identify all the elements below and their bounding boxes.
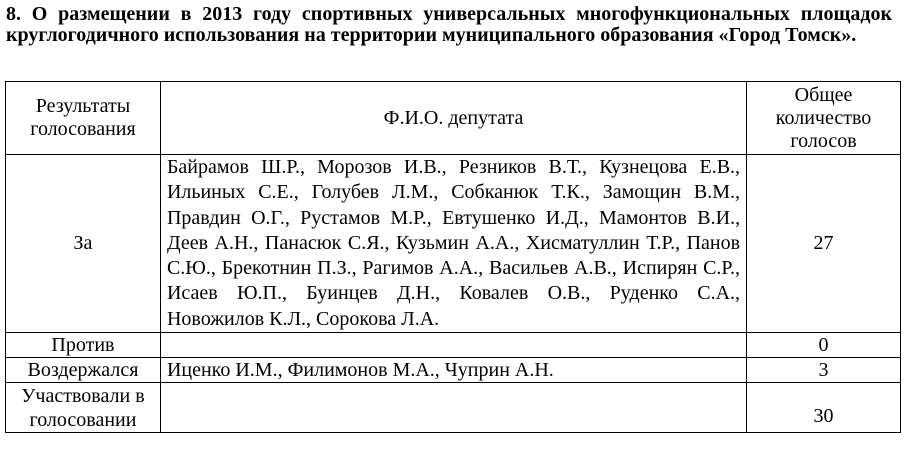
table-row-against — [6, 333, 901, 358]
table-row-abstained — [6, 358, 901, 383]
result-label-participated: Участвовали в голосовании — [6, 383, 161, 433]
total-abstained: 3 — [747, 358, 901, 383]
deputies-against — [160, 333, 746, 358]
header-deputy-name: Ф.И.О. депутата — [160, 82, 746, 155]
section-heading: 8. О размещении в 2013 году спортивных универсальных многофункциональных площадок круглогодичного использования на территории муниципального образования «Город Томск». — [6, 3, 892, 46]
table-row-participated — [6, 383, 901, 433]
voting-results-table — [5, 81, 901, 433]
deputies-abstained: Иценко И.М., Филимонов М.А., Чуприн А.Н. — [160, 358, 746, 383]
table-row-for — [6, 155, 901, 333]
header-voting-results: Результаты голосования — [6, 82, 161, 155]
total-participated: 30 — [747, 383, 901, 433]
result-label-for: За — [6, 155, 161, 333]
total-against: 0 — [747, 333, 901, 358]
result-label-abstained: Воздержался — [6, 358, 161, 383]
header-total-votes: Общее количество голосов — [747, 82, 901, 155]
result-label-against: Против — [6, 333, 161, 358]
total-for: 27 — [747, 155, 901, 333]
deputies-participated — [160, 383, 746, 433]
table-header-row — [6, 82, 901, 155]
deputies-for: Байрамов Ш.Р., Морозов И.В., Резников В.Т., Кузнецова Е.В., Ильиных С.Е., Голубев Л.М., Собканюк Т.К., Замощин В.М., Правдин О.Г., Рустамов М.Р., Евтушенко И.Д., Мамонтов В.И., Деев А.Н., Панасюк С.Я., Кузьмин А.А., Хисматуллин Т.Р., Панов С.Ю., Брекотнин П.З., Рагимов А.А., Васильев А.В., Испирян С.Р., Исаев Ю.П., Буинцев Д.Н., Ковалев О.В., Руденко С.А., Новожилов К.Л., Сорокова Л.А. — [160, 155, 746, 333]
